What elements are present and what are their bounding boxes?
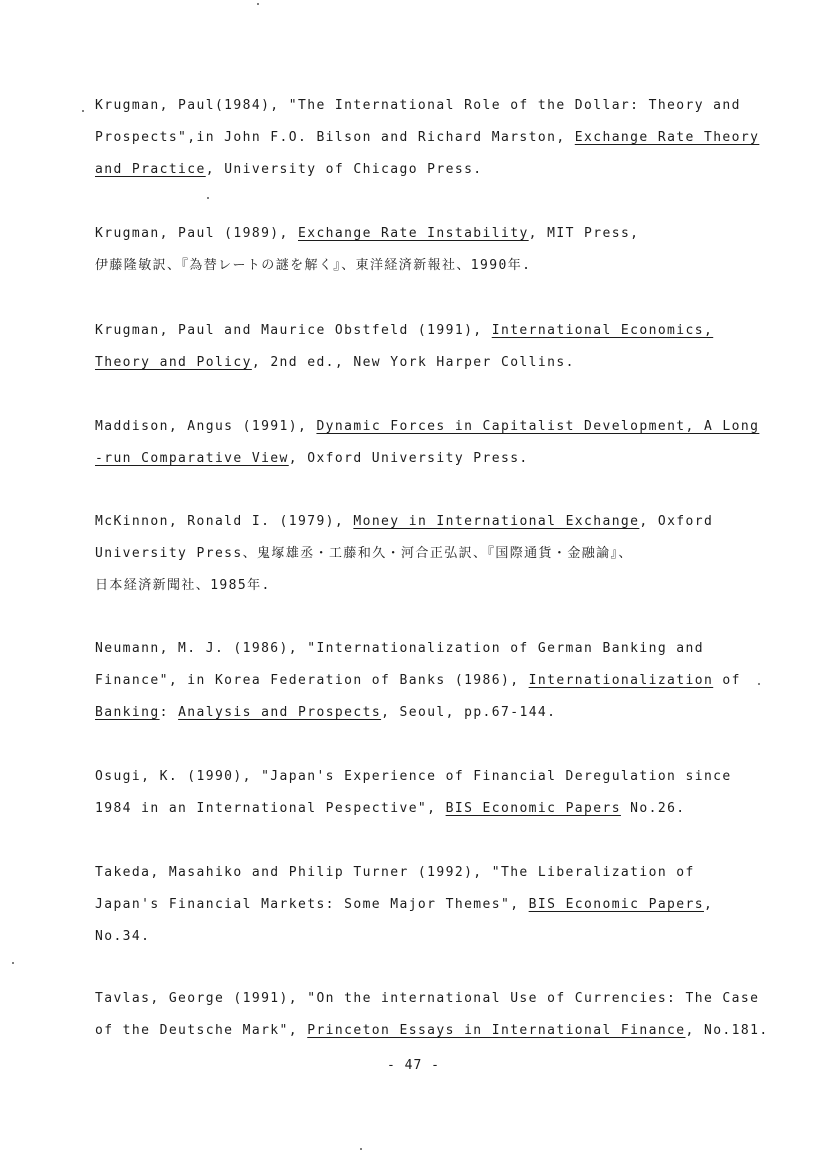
scan-speck [360, 1148, 362, 1150]
reference-text: , No.181. [685, 1023, 769, 1038]
reference-text: , [703, 897, 714, 912]
reference-entry [95, 218, 775, 282]
reference-line [95, 697, 775, 729]
reference-entry [95, 411, 775, 475]
reference-line [95, 857, 775, 889]
reference-title-text: BIS Economic Papers [528, 897, 704, 912]
reference-title-text: Dynamic Forces in Capitalist Development, A Long [316, 419, 760, 434]
reference-line [95, 443, 775, 475]
reference-title-text: International Economics, [491, 323, 714, 338]
reference-line [95, 154, 775, 186]
reference-text: Japan's Financial Markets: Some Major Themes", [95, 897, 529, 912]
reference-text: No.34. [95, 929, 151, 944]
reference-text: 伊藤隆敏訳、『為替レートの謎を解く』、東洋経済新報社、1990年. [95, 258, 532, 273]
reference-text: of [713, 673, 741, 688]
reference-text: , 2nd ed., New York Harper Collins. [251, 355, 575, 370]
reference-entry [95, 761, 775, 825]
reference-text: , Oxford University Press. [288, 451, 529, 466]
scan-speck [207, 197, 209, 199]
reference-text: Tavlas, George (1991), "On the international Use of Currencies: The Case [95, 991, 760, 1006]
reference-line [95, 570, 775, 602]
reference-title-text: -run Comparative View [95, 451, 289, 466]
reference-line [95, 665, 775, 697]
reference-text: Krugman, Paul and Maurice Obstfeld (1991), [95, 323, 492, 338]
reference-line [95, 315, 775, 347]
reference-title-text: Exchange Rate Instability [298, 226, 529, 241]
reference-line [95, 1015, 775, 1047]
reference-title-text: BIS Economic Papers [445, 801, 621, 816]
reference-line [95, 889, 775, 921]
reference-line [95, 90, 775, 122]
scan-speck [758, 683, 760, 685]
reference-text: Osugi, K. (1990), "Japan's Experience of Financial Deregulation since [95, 769, 732, 784]
reference-text: Finance", in Korea Federation of Banks (1986), [95, 673, 529, 688]
reference-text: Neumann, M. J. (1986), "Internationalization of German Banking and [95, 641, 704, 656]
reference-text: , Oxford [639, 514, 714, 529]
scan-speck [12, 962, 14, 964]
reference-title-text: Analysis and Prospects [178, 705, 382, 720]
reference-text: No.26. [620, 801, 686, 816]
reference-line [95, 218, 775, 250]
page-number: - 47 - [387, 1058, 440, 1073]
reference-entry [95, 983, 775, 1047]
scan-speck [257, 3, 259, 5]
scan-speck [82, 110, 84, 112]
reference-entry [95, 90, 775, 186]
reference-text: , Seoul, pp.67-144. [381, 705, 557, 720]
reference-title-text: Money in International Exchange [353, 514, 640, 529]
reference-text: University Press、鬼塚雄丞・工藤和久・河合正弘訳、『国際通貨・金融論』、 [95, 546, 633, 561]
reference-text: 1984 in an International Pespective", [95, 801, 446, 816]
reference-line [95, 761, 775, 793]
reference-entry [95, 857, 775, 953]
reference-text: Krugman, Paul(1984), "The International Role of the Dollar: Theory and [95, 98, 741, 113]
reference-line [95, 122, 775, 154]
reference-line [95, 793, 775, 825]
reference-text: Krugman, Paul (1989), [95, 226, 298, 241]
reference-line [95, 347, 775, 379]
reference-line [95, 921, 775, 953]
reference-entry [95, 315, 775, 379]
reference-title-text: Banking [95, 705, 160, 720]
reference-title-text: Theory and Policy [95, 355, 252, 370]
reference-line [95, 633, 775, 665]
reference-text: 日本経済新聞社、1985年. [95, 578, 271, 593]
reference-line [95, 538, 775, 570]
reference-text: Takeda, Masahiko and Philip Turner (1992), "The Liberalization of [95, 865, 695, 880]
reference-title-text: Exchange Rate Theory [574, 130, 760, 145]
reference-entry [95, 506, 775, 602]
reference-line [95, 983, 775, 1015]
reference-text: , MIT Press, [528, 226, 640, 241]
reference-text: , University of Chicago Press. [205, 162, 483, 177]
reference-title-text: and Practice [95, 162, 206, 177]
reference-line [95, 506, 775, 538]
reference-text: : [159, 705, 179, 720]
reference-text: Prospects",in John F.O. Bilson and Richard Marston, [95, 130, 575, 145]
reference-text: of the Deutsche Mark", [95, 1023, 308, 1038]
reference-line [95, 411, 775, 443]
reference-title-text: Internationalization [528, 673, 714, 688]
reference-entry [95, 633, 775, 729]
reference-title-text: Princeton Essays in International Finance [307, 1023, 686, 1038]
reference-text: Maddison, Angus (1991), [95, 419, 317, 434]
reference-line [95, 250, 775, 282]
reference-text: McKinnon, Ronald I. (1979), [95, 514, 354, 529]
